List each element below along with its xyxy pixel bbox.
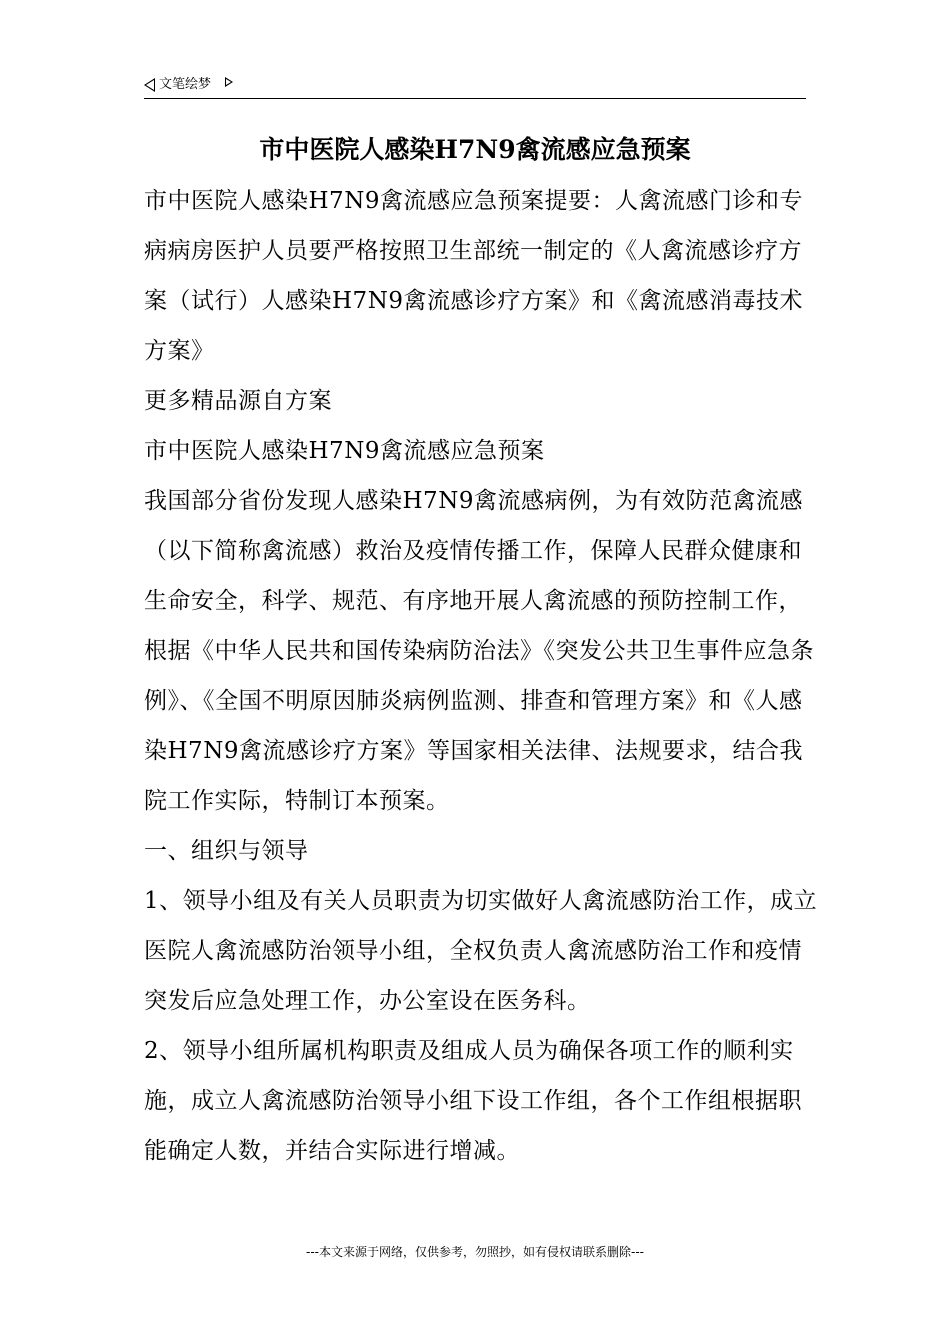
- paragraph-source-note: 更多精品源自方案: [144, 388, 332, 414]
- paragraph-subtitle: 市中医院人感染H7N9禽流感应急预案: [144, 438, 545, 464]
- header-brand: [144, 76, 233, 94]
- paragraph-summary: 市中医院人感染H7N9禽流感应急预案提要：人禽流感门诊和专病病房医护人员要严格按照卫生部统一制定的《人禽流感诊疗方案（试行）人感染H7N9禽流感诊疗方案》和《禽流感消毒技术方案》: [144, 188, 803, 364]
- document-body: [144, 176, 824, 1176]
- header-label: 文笔绘梦: [159, 77, 212, 92]
- paragraph-item-1: 1、领导小组及有关人员职责为切实做好人禽流感防治工作，成立医院人禽流感防治领导小组，全权负责人禽流感防治工作和疫情突发后应急处理工作，办公室设在医务科。: [144, 888, 818, 1014]
- document-title: 市中医院人感染H7N9禽流感应急预案: [259, 135, 691, 164]
- triangle-left-icon: [144, 78, 155, 92]
- page-header: [144, 76, 806, 99]
- paragraph-item-2: 2、领导小组所属机构职责及组成人员为确保各项工作的顺利实施，成立人禽流感防治领导小组下设工作组，各个工作组根据职能确定人数，并结合实际进行增减。: [144, 1038, 802, 1164]
- paragraph-introduction: 我国部分省份发现人感染H7N9禽流感病例，为有效防范禽流感（以下简称禽流感）救治及疫情传播工作，保障人民群众健康和生命安全，科学、规范、有序地开展人禽流感的预防控制工作，根据《中华人民共和国传染病防治法》《突发公共卫生事件应急条例》、《全国不明原因肺炎病例监测、排查和管理方案》和《人感染H7N9禽流感诊疗方案》等国家相关法律、法规要求，结合我院工作实际，特制订本预案。: [144, 488, 814, 814]
- section-heading-organization: 一、组织与领导: [144, 838, 309, 864]
- triangle-right-icon: [225, 77, 233, 87]
- page-footer: ---本文来源于网络，仅供参考，勿照抄，如有侵权请联系删除---: [306, 1245, 644, 1259]
